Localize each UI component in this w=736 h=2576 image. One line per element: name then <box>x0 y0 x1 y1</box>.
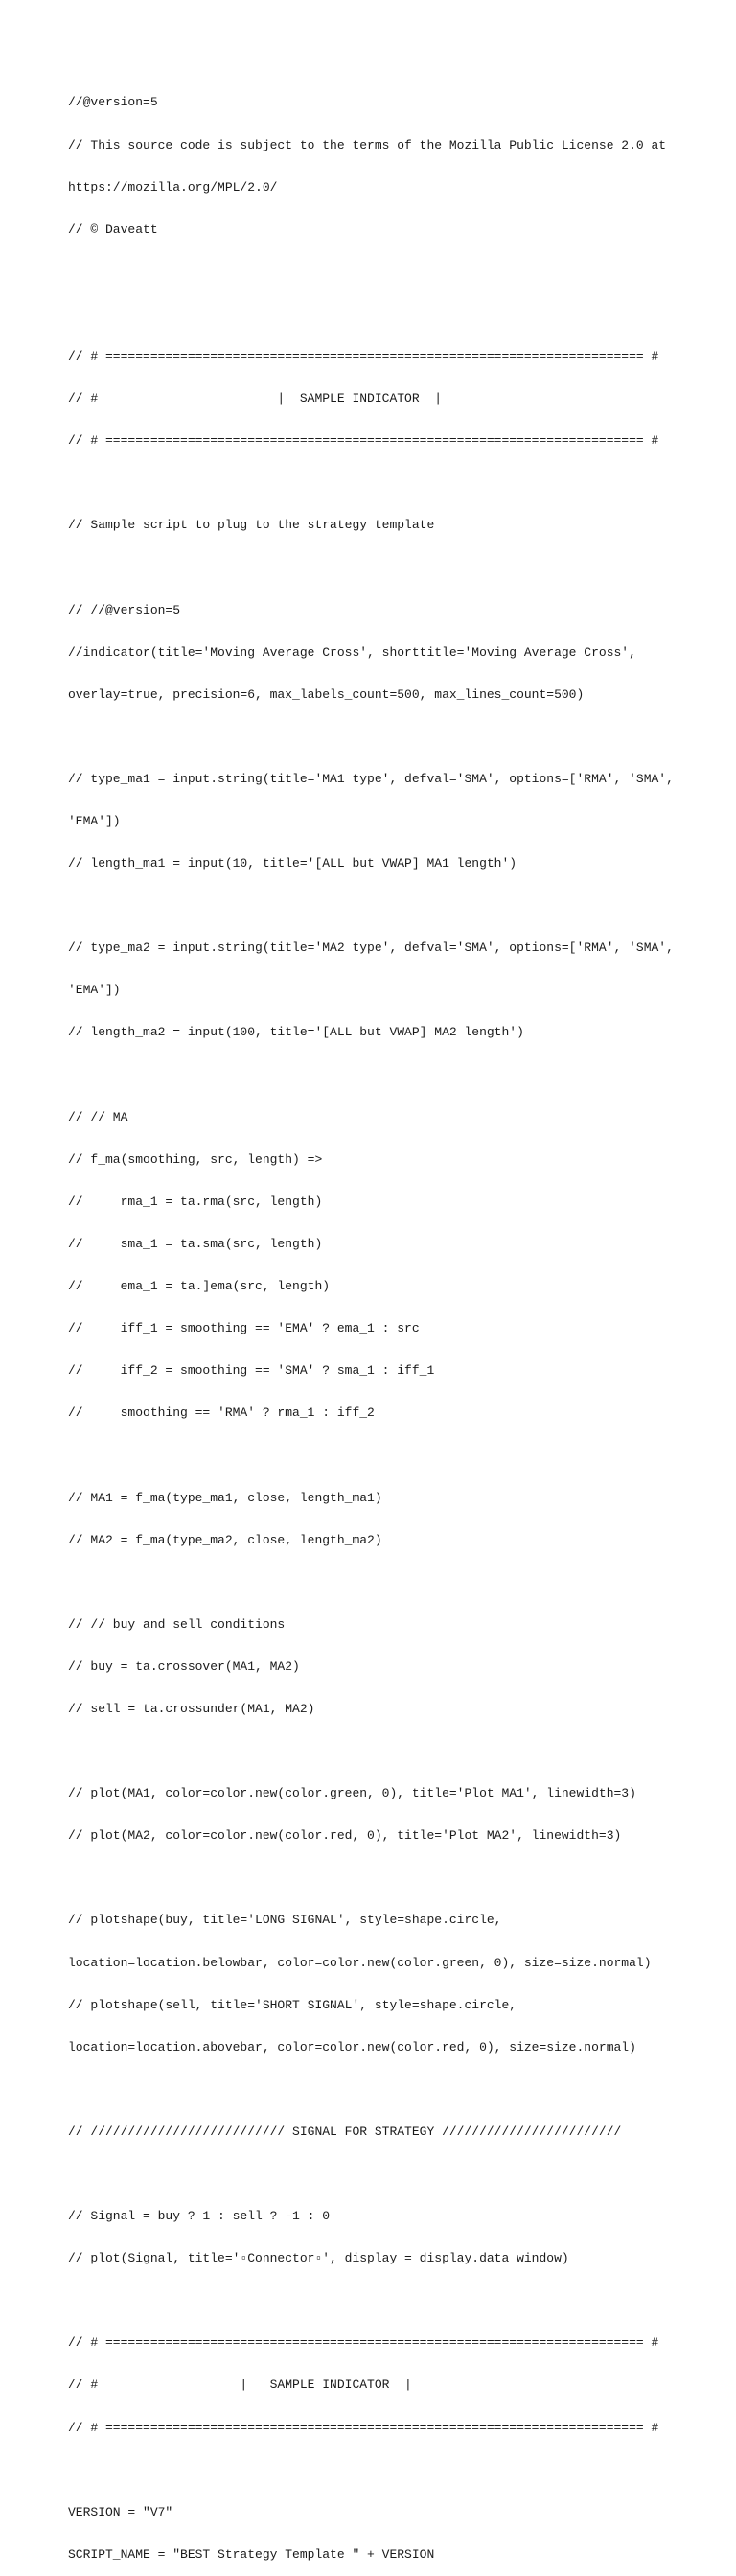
code-line <box>68 1449 681 1463</box>
code-line: location=location.abovebar, color=color.new(color.red, 0), size=size.normal) <box>68 2039 636 2054</box>
code-line: // # ======================================================================== # <box>68 2420 659 2435</box>
code-line: // rma_1 = ta.rma(src, length) <box>68 1194 323 1209</box>
code-line <box>68 561 681 575</box>
code-line: // # | SAMPLE INDICATOR | <box>68 391 443 406</box>
code-line: // // MA <box>68 1109 128 1125</box>
code-line <box>68 731 681 745</box>
code-line <box>68 2294 681 2309</box>
code-line: // MA2 = f_ma(type_ma2, close, length_ma2) <box>68 1532 382 1547</box>
code-line: 'EMA']) <box>68 814 121 828</box>
code-line: // plotshape(sell, title='SHORT SIGNAL', style=shape.circle, <box>68 1997 518 2012</box>
code-listing <box>68 68 681 2576</box>
code-line: // sell = ta.crossunder(MA1, MA2) <box>68 1701 315 1716</box>
code-line: // //@version=5 <box>68 602 181 617</box>
code-line <box>68 1745 681 1759</box>
code-line: VERSION = "V7" <box>68 2504 173 2519</box>
code-line: // MA1 = f_ma(type_ma1, close, length_ma1) <box>68 1490 382 1505</box>
code-line: //@version=5 <box>68 95 158 110</box>
code-line: // iff_2 = smoothing == 'SMA' ? sma_1 : iff_1 <box>68 1363 435 1379</box>
code-line: // ema_1 = ta.]ema(src, length) <box>68 1279 331 1294</box>
code-line: // # | SAMPLE INDICATOR | <box>68 2378 412 2393</box>
code-line <box>68 1069 681 1083</box>
code-line: // # ======================================================================== # <box>68 433 659 449</box>
code-line <box>68 899 681 914</box>
code-line: // # ======================================================================== # <box>68 348 659 363</box>
code-line: // plotshape(buy, title='LONG SIGNAL', style=shape.circle, <box>68 1913 502 1928</box>
code-line: // ////////////////////////// SIGNAL FOR STRATEGY //////////////////////// <box>68 2123 622 2139</box>
code-line: // © Daveatt <box>68 221 158 237</box>
code-line: // Signal = buy ? 1 : sell ? -1 : 0 <box>68 2209 331 2224</box>
code-line: SCRIPT_NAME = "BEST Strategy Template " + VERSION <box>68 2546 435 2562</box>
code-line <box>68 2464 681 2478</box>
code-line: location=location.belowbar, color=color.new(color.green, 0), size=size.normal) <box>68 1955 652 1970</box>
code-line: // plot(MA1, color=color.new(color.green, 0), title='Plot MA1', linewidth=3) <box>68 1786 636 1801</box>
code-line: // type_ma1 = input.string(title='MA1 type', defval='SMA', options=['RMA', 'SMA', <box>68 771 674 786</box>
code-line <box>68 476 681 491</box>
code-line: // // buy and sell conditions <box>68 1616 286 1632</box>
code-line: // length_ma2 = input(100, title='[ALL but VWAP] MA2 length') <box>68 1025 524 1040</box>
code-line: // f_ma(smoothing, src, length) => <box>68 1151 323 1167</box>
code-line <box>68 2083 681 2098</box>
code-line: //indicator(title='Moving Average Cross', shorttitle='Moving Average Cross', <box>68 644 636 660</box>
code-line: // smoothing == 'RMA' ? rma_1 : iff_2 <box>68 1405 375 1421</box>
code-line: // length_ma1 = input(10, title='[ALL but VWAP] MA1 length') <box>68 856 518 871</box>
code-line: // type_ma2 = input.string(title='MA2 type', defval='SMA', options=['RMA', 'SMA', <box>68 940 674 956</box>
code-line: https://mozilla.org/MPL/2.0/ <box>68 179 278 195</box>
code-line <box>68 308 681 322</box>
code-line <box>68 2168 681 2182</box>
code-line: // Sample script to plug to the strategy template <box>68 518 435 533</box>
code-line: // sma_1 = ta.sma(src, length) <box>68 1236 323 1251</box>
code-line <box>68 1576 681 1590</box>
code-line <box>68 266 681 280</box>
code-line <box>68 1871 681 1886</box>
code-line: // buy = ta.crossover(MA1, MA2) <box>68 1659 300 1674</box>
code-line: // # ======================================================================== # <box>68 2335 659 2351</box>
code-line: // iff_1 = smoothing == 'EMA' ? ema_1 : src <box>68 1321 420 1336</box>
code-line: overlay=true, precision=6, max_labels_count=500, max_lines_count=500) <box>68 686 585 702</box>
code-line: 'EMA']) <box>68 983 121 998</box>
code-line: // plot(MA2, color=color.new(color.red, 0), title='Plot MA2', linewidth=3) <box>68 1828 622 1844</box>
code-line: // This source code is subject to the terms of the Mozilla Public License 2.0 at <box>68 137 667 152</box>
code-line: // plot(Signal, title='▫Connector▫', display = display.data_window) <box>68 2251 569 2266</box>
